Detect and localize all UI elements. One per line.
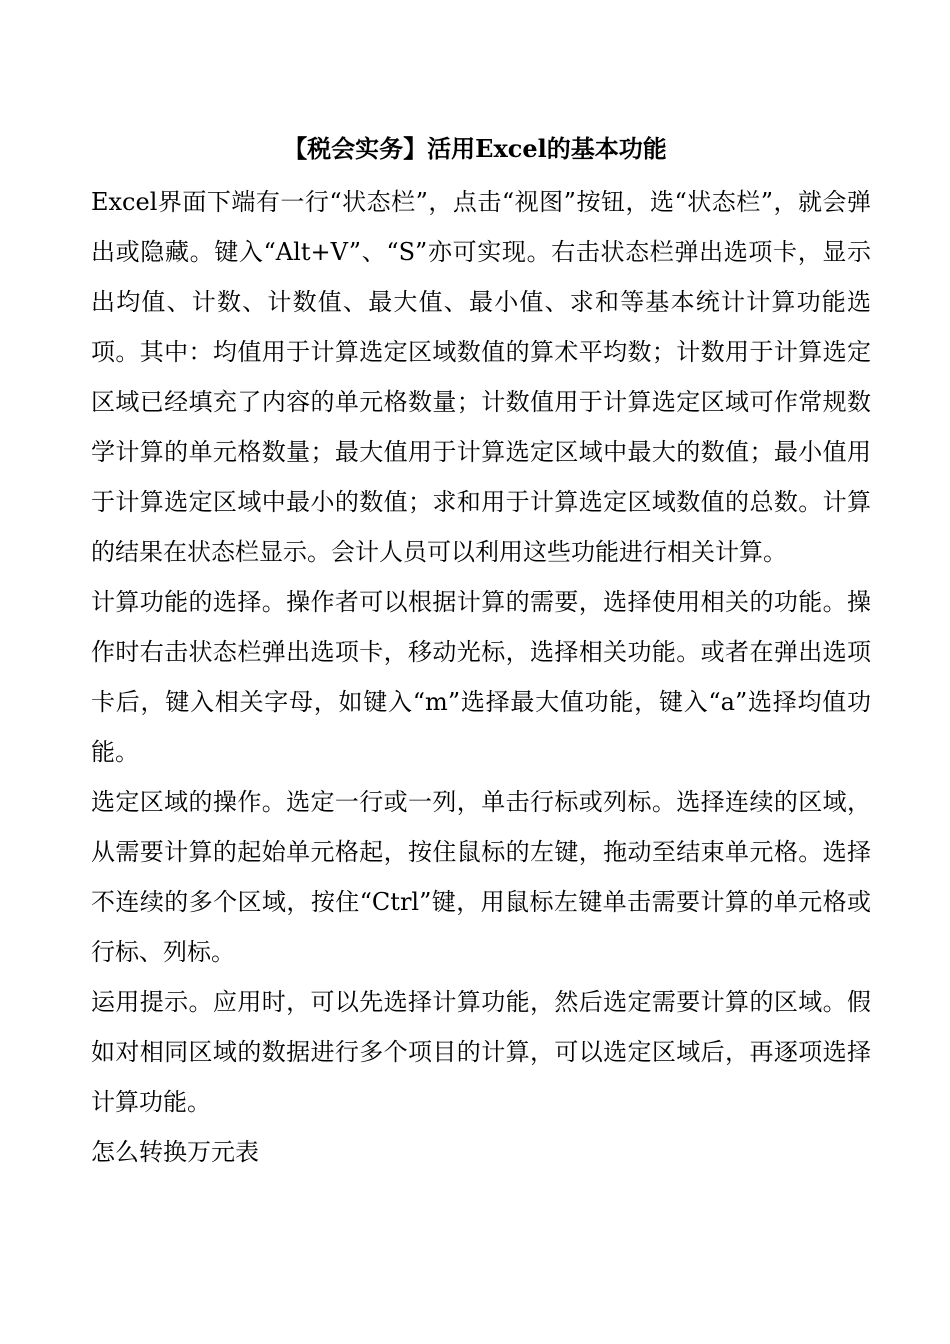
document-title: 【税会实务】活用Excel的基本功能 (283, 134, 667, 163)
paragraph-function-selection: 计算功能的选择。操作者可以根据计算的需要，选择使用相关的功能。操作时右击状态栏弹出选项卡，移动光标，选择相关功能。或者在弹出选项卡后，键入相关字母，如键入“m”选择最大值功能，键入“a”选择均值功能。 (91, 588, 871, 766)
paragraph-next-heading: 怎么转换万元表 (91, 1138, 259, 1166)
paragraph-status-bar-intro: Excel界面下端有一行“状态栏”，点击“视图”按钮，选“状态栏”，就会弹出或隐藏。键入“Alt+V”、“S”亦可实现。右击状态栏弹出选项卡，显示出均值、计数、计数值、最大值、最小值、求和等基本统计计算功能选项。其中：均值用于计算选定区域数值的算术平均数；计数用于计算选定区域已经填充了内容的单元格数量；计数值用于计算选定区域可作常规数学计算的单元格数量；最大值用于计算选定区域中最大的数值；最小值用于计算选定区域中最小的数值；求和用于计算选定区域数值的总数。计算的结果在状态栏显示。会计人员可以利用这些功能进行相关计算。 (91, 188, 871, 566)
document-body (91, 177, 871, 1177)
paragraph-area-selection: 选定区域的操作。选定一行或一列，单击行标或列标。选择连续的区域，从需要计算的起始单元格起，按住鼠标的左键，拖动至结束单元格。选择不连续的多个区域，按住“Ctrl”键，用鼠标左键单击需要计算的单元格或行标、列标。 (91, 788, 871, 966)
paragraph-usage-tips: 运用提示。应用时，可以先选择计算功能，然后选定需要计算的区域。假如对相同区域的数据进行多个项目的计算，可以选定区域后，再逐项选择计算功能。 (91, 988, 871, 1116)
